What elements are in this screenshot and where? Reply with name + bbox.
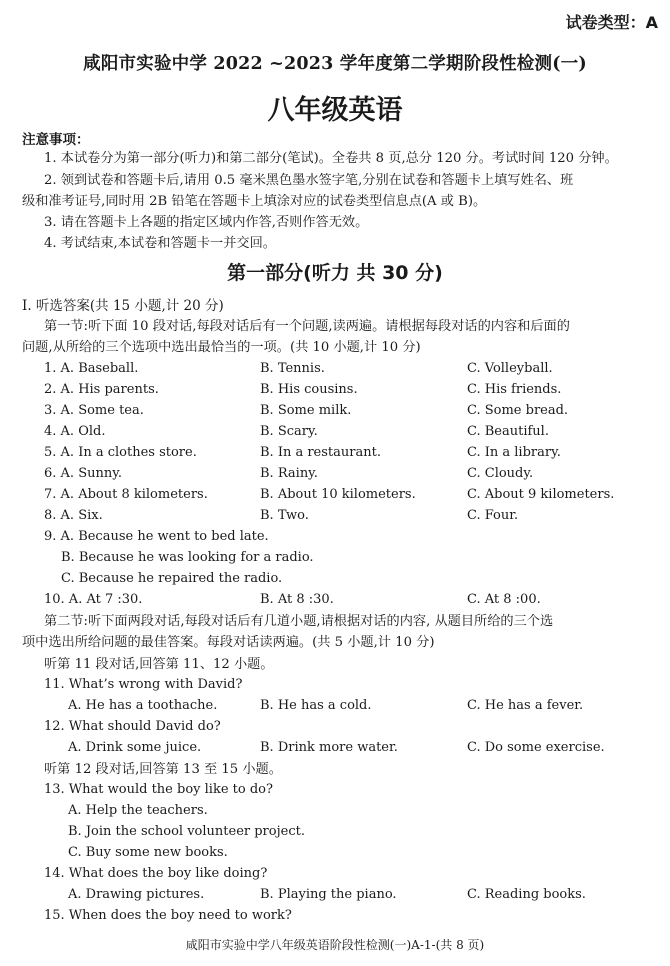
question-10-option-a: 10. A. At 7 :30. bbox=[44, 592, 143, 607]
question-4-option-b: B. Scary. bbox=[260, 424, 318, 439]
question-9-option-a: 9. A. Because he went to bed late. bbox=[44, 529, 269, 544]
question-15-stem: 15. When does the boy need to work? bbox=[44, 908, 292, 923]
subsection2-instructions: 项中选出所给问题的最佳答案。每段对话读两遍。(共 5 小题,计 10 分) bbox=[22, 635, 435, 650]
subsection2-instructions: 第二节:听下面两段对话,每段对话后有几道小题,请根据对话的内容, 从题目所给的三个选 bbox=[44, 614, 554, 629]
subsection1-instructions: 问题,从所给的三个选项中选出最恰当的一项。(共 10 小题,计 10 分) bbox=[22, 340, 421, 355]
question-9-option-b: B. Because he was looking for a radio. bbox=[61, 550, 314, 565]
question-5-option-c: C. In a library. bbox=[467, 445, 561, 460]
question-6-option-a: 6. A. Sunny. bbox=[44, 466, 122, 481]
question-11-option-b: B. He has a cold. bbox=[260, 698, 372, 713]
section1-title: Ⅰ. 听选答案(共 15 小题,计 20 分) bbox=[22, 298, 224, 314]
question-4-option-a: 4. A. Old. bbox=[44, 424, 106, 439]
question-3-option-c: C. Some bread. bbox=[467, 403, 569, 418]
note-item: 2. 领到试卷和答题卡后,请用 0.5 毫米黑色墨水签字笔,分别在试卷和答题卡上填写姓名、班 bbox=[44, 173, 574, 188]
note-item: 级和准考证号,同时用 2B 铅笔在答题卡上填涂对应的试卷类型信息点(A 或 B)。 bbox=[22, 194, 487, 209]
question-3-option-b: B. Some milk. bbox=[260, 403, 352, 418]
question-6-option-c: C. Cloudy. bbox=[467, 466, 534, 481]
question-7-option-c: C. About 9 kilometers. bbox=[467, 487, 615, 502]
note-item: 3. 请在答题卡上各题的指定区域内作答,否则作答无效。 bbox=[44, 215, 369, 230]
note-item: 4. 考试结束,本试卷和答题卡一并交回。 bbox=[44, 236, 276, 251]
question-11-option-a: A. He has a toothache. bbox=[68, 698, 218, 713]
page-footer: 咸阳市实验中学八年级英语阶段性检测(一)A-1-(共 8 页) bbox=[185, 938, 485, 952]
question-1-option-c: C. Volleyball. bbox=[467, 361, 553, 376]
question-6-option-b: B. Rainy. bbox=[260, 466, 318, 481]
question-8-option-c: C. Four. bbox=[467, 508, 519, 523]
question-2-option-b: B. His cousins. bbox=[260, 382, 358, 397]
question-13-option-c: C. Buy some new books. bbox=[68, 845, 228, 860]
subsection1-instructions: 第一节:听下面 10 段对话,每段对话后有一个问题,读两遍。请根据每段对话的内容和后面的 bbox=[44, 319, 570, 334]
question-11-stem: 11. What’s wrong with David? bbox=[44, 677, 243, 692]
question-10-option-c: C. At 8 :00. bbox=[467, 592, 541, 607]
question-8-option-b: B. Two. bbox=[260, 508, 309, 523]
note-item: 1. 本试卷分为第一部分(听力)和第二部分(笔试)。全卷共 8 页,总分 120 分。考试时间 120 分钟。 bbox=[44, 151, 618, 166]
question-7-option-a: 7. A. About 8 kilometers. bbox=[44, 487, 208, 502]
question-13-stem: 13. What would the boy like to do? bbox=[44, 782, 273, 797]
question-14-option-c: C. Reading books. bbox=[467, 887, 586, 902]
question-8-option-a: 8. A. Six. bbox=[44, 508, 103, 523]
question-4-option-c: C. Beautiful. bbox=[467, 424, 549, 439]
question-12-option-c: C. Do some exercise. bbox=[467, 740, 605, 755]
question-1-option-b: B. Tennis. bbox=[260, 361, 325, 376]
exam-header: 咸阳市实验中学 2022 ~2023 学年度第二学期阶段性检测(一) bbox=[83, 54, 587, 74]
question-12-option-a: A. Drink some juice. bbox=[68, 740, 202, 755]
question-13-option-b: B. Join the school volunteer project. bbox=[68, 824, 305, 839]
question-7-option-b: B. About 10 kilometers. bbox=[260, 487, 416, 502]
dialog-12-intro: 听第 12 段对话,回答第 13 至 15 小题。 bbox=[44, 762, 282, 777]
question-2-option-a: 2. A. His parents. bbox=[44, 382, 159, 397]
question-10-option-b: B. At 8 :30. bbox=[260, 592, 334, 607]
question-14-option-b: B. Playing the piano. bbox=[260, 887, 397, 902]
question-1-option-a: 1. A. Baseball. bbox=[44, 361, 139, 376]
question-5-option-a: 5. A. In a clothes store. bbox=[44, 445, 197, 460]
question-3-option-a: 3. A. Some tea. bbox=[44, 403, 144, 418]
paper-type: 试卷类型：A bbox=[565, 13, 658, 32]
question-12-option-b: B. Drink more water. bbox=[260, 740, 398, 755]
question-14-option-a: A. Drawing pictures. bbox=[68, 887, 205, 902]
question-5-option-b: B. In a restaurant. bbox=[260, 445, 381, 460]
part1-title: 第一部分(听力 共 30 分) bbox=[227, 262, 443, 284]
question-12-stem: 12. What should David do? bbox=[44, 719, 221, 734]
question-14-stem: 14. What does the boy like doing? bbox=[44, 866, 268, 881]
question-11-option-c: C. He has a fever. bbox=[467, 698, 584, 713]
dialog-11-intro: 听第 11 段对话,回答第 11、12 小题。 bbox=[44, 657, 274, 672]
question-2-option-c: C. His friends. bbox=[467, 382, 562, 397]
notes-title: 注意事项： bbox=[22, 132, 90, 148]
question-9-option-c: C. Because he repaired the radio. bbox=[61, 571, 283, 586]
question-13-option-a: A. Help the teachers. bbox=[68, 803, 208, 818]
page-title: 八年级英语 bbox=[267, 95, 403, 126]
